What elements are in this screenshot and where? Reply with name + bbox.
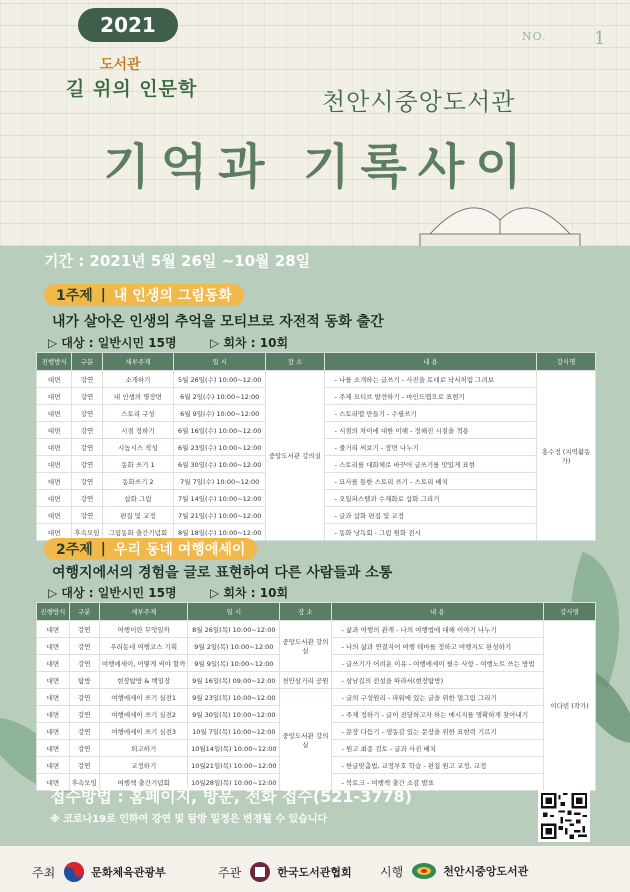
topic-cell: 시점 정하기 — [102, 422, 174, 439]
table-header-cell: 진행방식 — [37, 353, 72, 371]
week2-subtitle: 여행지에서의 경험을 글로 표현하여 다른 사람들과 소통 — [52, 565, 393, 581]
datetime-cell: 6월 2일(수) 10:00~12:00 — [174, 388, 266, 405]
topic-cell: 퇴고하기 — [99, 740, 188, 757]
type-cell: 강연 — [72, 388, 102, 405]
datetime-cell: 6월 23일(수) 10:00~12:00 — [174, 439, 266, 456]
table-row — [37, 689, 596, 706]
datetime-cell: 7월 7일(수) 10:00~12:00 — [174, 473, 266, 490]
week1-table — [36, 352, 596, 541]
table-header-cell: 일 시 — [188, 603, 280, 621]
executor-label: 시행 — [380, 864, 404, 879]
no-number: 1 — [594, 28, 606, 49]
organizer-sponsor — [218, 861, 352, 883]
content-cell: - 주제 정하기 - 글이 전달하고자 하는 메시지를 명확하게 찾아내기 — [331, 706, 544, 723]
type-cell: 강연 — [72, 490, 102, 507]
instructor-cell: 홍수정 (지역활동가) — [537, 371, 596, 541]
content-cell: - 나의 삶과 연결지어 여행 테마를 정하고 여행지도 완성하기 — [331, 638, 544, 655]
place-cell: 중앙도서관 강의실 — [280, 689, 331, 791]
type-cell: 강연 — [69, 740, 99, 757]
datetime-cell: 6월 9일(수) 10:00~12:00 — [174, 405, 266, 422]
content-cell: - 글쓰기가 어려운 이유 - 여행에세이 필수 사항 - 여행노트 쓰는 방법 — [331, 655, 544, 672]
main-title: 기억과 기록사이 — [103, 139, 533, 195]
method-cell: 대면 — [37, 490, 72, 507]
place-cell: 중앙도서관 강의실 — [266, 371, 325, 541]
type-cell: 강연 — [72, 439, 102, 456]
topic-cell: 내 인생의 명장면 — [102, 388, 174, 405]
content-cell: - 주제 모티브 발견하기 - 마인드맵으로 표현기 — [324, 388, 537, 405]
table-row — [37, 672, 596, 689]
method-cell: 대면 — [37, 655, 70, 672]
library-name: 천안시중앙도서관 — [322, 88, 516, 116]
week1-target: ▷ 대상 : 일반시민 15명 — [48, 336, 177, 350]
topic-cell: 여행에세이, 어떻게 써야 할까 — [99, 655, 188, 672]
method-cell: 대면 — [37, 740, 70, 757]
table-header-cell: 진행방식 — [37, 603, 70, 621]
method-cell: 대면 — [37, 774, 70, 791]
period-text: 기간 : 2021년 5월 26일 ~10월 28일 — [44, 252, 311, 270]
week2-label: 2주제 — [56, 542, 93, 558]
method-cell: 대면 — [37, 405, 72, 422]
datetime-cell: 9월 2일(목) 10:00~12:00 — [188, 638, 280, 655]
type-cell: 강연 — [72, 473, 102, 490]
table-header-row — [37, 353, 596, 371]
table-header-cell: 장 소 — [280, 603, 331, 621]
kla-logo-icon — [249, 861, 271, 883]
type-cell: 강연 — [72, 371, 102, 388]
datetime-cell: 10월21일(목) 10:00~12:00 — [188, 757, 280, 774]
apply-method: 접수방법 : 홈페이지, 방문, 전화 접수(521-3778) — [50, 787, 412, 806]
topic-cell: 시놉시스 작성 — [102, 439, 174, 456]
place-cell: 중앙도서관 강의실 — [280, 621, 331, 672]
organizer-label: 주관 — [218, 865, 242, 880]
type-cell: 강연 — [69, 621, 99, 638]
table-row — [37, 621, 596, 638]
table-header-cell: 내 용 — [331, 603, 544, 621]
table-header-cell: 강사명 — [544, 603, 596, 621]
topic-cell: 우리동네 여행코스 기획 — [99, 638, 188, 655]
datetime-cell: 6월 16일(수) 10:00~12:00 — [174, 422, 266, 439]
content-cell: - 글의 구성원리 - 파워에 있는 글을 위한 멀그림 그리기 — [331, 689, 544, 706]
method-cell: 대면 — [37, 757, 70, 774]
datetime-cell: 7월 14일(수) 10:00~12:00 — [174, 490, 266, 507]
topic-cell: 여행이란 무엇일까 — [99, 621, 188, 638]
method-cell: 대면 — [37, 706, 70, 723]
datetime-cell: 9월 16일(목) 09:00~12:00 — [188, 672, 280, 689]
instructor-cell: 이다빈 (작가) — [544, 621, 596, 791]
qr-code-icon[interactable] — [538, 790, 590, 842]
topic-cell: 동화쓰기 2 — [102, 473, 174, 490]
no-mark: NO. — [522, 30, 547, 43]
type-cell: 강연 — [72, 405, 102, 422]
datetime-cell: 9월 23일(목) 10:00~12:00 — [188, 689, 280, 706]
type-cell: 강연 — [72, 456, 102, 473]
footer — [0, 846, 630, 892]
table-header-cell: 세부주제 — [99, 603, 188, 621]
table-header-cell: 장 소 — [266, 353, 325, 371]
content-cell: - 묘사를 통한 스토리 쓰기 - 스토리 배치 — [324, 473, 537, 490]
content-cell: - 스토리를 대화체로 바꾸어 글쓰기를 맛있게 표현 — [324, 456, 537, 473]
table-header-cell: 구분 — [72, 353, 102, 371]
content-cell: - 문장 다듬기 - 생동감 있는 문장을 위한 표현력 기르기 — [331, 723, 544, 740]
table-header-cell: 강사명 — [537, 353, 596, 371]
type-cell: 강연 — [69, 723, 99, 740]
week1-label: 1주제 — [56, 288, 93, 304]
content-cell: - 나를 소개하는 글쓰기 - 사진을 토대로 낙서처럼 그려보 — [324, 371, 537, 388]
content-cell: - 오일파스텔과 수채화로 삽화 그리기 — [324, 490, 537, 507]
week2-sessions: ▷ 회차 : 10회 — [210, 586, 289, 600]
datetime-cell: 10월14일(목) 10:00~12:00 — [188, 740, 280, 757]
week2-topic: 우리 동네 여행에세이 — [113, 542, 246, 558]
place-cell: 천안삼거리 공원 — [280, 672, 331, 689]
table-header-cell: 일 시 — [174, 353, 266, 371]
table-header-cell: 세부주제 — [102, 353, 174, 371]
topic-cell: 스토리 구성 — [102, 405, 174, 422]
topic-cell: 여행에세이 쓰기 실전3 — [99, 723, 188, 740]
host-label: 주최 — [32, 865, 56, 880]
logo-top-text: 도서관 — [100, 57, 141, 73]
type-cell: 강연 — [69, 706, 99, 723]
topic-cell: 현장탐방 & 백일장 — [99, 672, 188, 689]
type-cell: 후속모임 — [69, 774, 99, 791]
topic-cell: 교정하기 — [99, 757, 188, 774]
content-cell: - 동화 낭독회 - 그림 원화 전시 — [324, 524, 537, 541]
organizer-org: 한국도서관협회 — [277, 866, 352, 879]
datetime-cell: 9월 30일(목) 10:00~12:00 — [188, 706, 280, 723]
method-cell: 대면 — [37, 371, 72, 388]
method-cell: 대면 — [37, 388, 72, 405]
type-cell: 강연 — [72, 422, 102, 439]
method-cell: 대면 — [37, 638, 70, 655]
week1-topic: 내 인생의 그림동화 — [113, 288, 232, 304]
covid-notice: ※ 코로나19로 인하여 강연 및 탐방 일정은 변경될 수 있습니다 — [50, 814, 328, 825]
datetime-cell: 9월 9일(목) 10:00~12:00 — [188, 655, 280, 672]
datetime-cell: 10월 7일(목) 10:00~12:00 — [188, 723, 280, 740]
content-cell: - 삶과 여행의 관계 - 나의 여행법에 대해 이야기 나누기 — [331, 621, 544, 638]
datetime-cell: 8월 18일(수) 10:00~12:00 — [174, 524, 266, 541]
table-row — [37, 371, 596, 388]
method-cell: 대면 — [37, 689, 70, 706]
logo-main-text: 길 위의 인문학 — [66, 78, 198, 100]
executor-sponsor — [380, 861, 528, 881]
method-cell: 대면 — [37, 672, 70, 689]
week1-tag — [44, 284, 244, 306]
method-cell: 대면 — [37, 456, 72, 473]
method-cell: 대면 — [37, 422, 72, 439]
method-cell: 대면 — [37, 621, 70, 638]
topic-cell: 여행책 출간기념회 — [99, 774, 188, 791]
content-cell: - 원고 최종 검토 - 글과 사진 배치 — [331, 740, 544, 757]
content-cell: - 북토크 - 여행책 출간 소감 발표 — [331, 774, 544, 791]
datetime-cell: 6월 30일(수) 10:00~12:00 — [174, 456, 266, 473]
type-cell: 탐방 — [69, 672, 99, 689]
executor-org: 천안시중앙도서관 — [443, 865, 529, 878]
host-org: 문화체육관광부 — [91, 866, 166, 879]
topic-cell: 여행에세이 쓰기 실전1 — [99, 689, 188, 706]
datetime-cell: 8월 26일(목) 10:00~12:00 — [188, 621, 280, 638]
table-header-row — [37, 603, 596, 621]
method-cell: 대면 — [37, 439, 72, 456]
type-cell: 후속모임 — [72, 524, 102, 541]
type-cell: 강연 — [69, 757, 99, 774]
content-cell: - 스토리맵 만들기 - 수필쓰기 — [324, 405, 537, 422]
type-cell: 강연 — [69, 689, 99, 706]
table-header-cell: 구분 — [69, 603, 99, 621]
content-cell: - 시점의 차이에 대한 이해 - 정해진 시점을 적용 — [324, 422, 537, 439]
topic-cell: 편집 및 교정 — [102, 507, 174, 524]
content-cell: - 한글맞춤법, 교정부호 학습 - 편집 원고 교정, 교정 — [331, 757, 544, 774]
type-cell: 강연 — [69, 638, 99, 655]
method-cell: 대면 — [37, 507, 72, 524]
table-header-cell: 내 용 — [324, 353, 537, 371]
week2-target: ▷ 대상 : 일반시민 15명 — [48, 586, 177, 600]
cheonan-logo-icon — [411, 861, 437, 881]
host-sponsor — [32, 861, 166, 883]
content-cell: - 삼남길의 전설을 따라서(현장탐방) — [331, 672, 544, 689]
method-cell: 대면 — [37, 473, 72, 490]
week2-table — [36, 602, 596, 791]
topic-cell: 삽화 그림 — [102, 490, 174, 507]
year-badge: 2021 — [78, 8, 178, 42]
divider: | — [100, 287, 106, 303]
content-cell: - 글과 삽화 편집 및 교정 — [324, 507, 537, 524]
week1-sessions: ▷ 회차 : 10회 — [210, 336, 289, 350]
week2-tag — [44, 538, 257, 560]
method-cell: 대면 — [37, 723, 70, 740]
content-cell: - 줄거리 써보기 - 장면 나누기 — [324, 439, 537, 456]
method-cell: 대면 — [37, 524, 72, 541]
topic-cell: 여행에세이 쓰기 실전2 — [99, 706, 188, 723]
topic-cell: 그림동화 출간기념회 — [102, 524, 174, 541]
week1-subtitle: 내가 살아온 인생의 추억을 모티브로 자전적 동화 출간 — [52, 314, 384, 330]
datetime-cell: 5월 26일(수) 10:00~12:00 — [174, 371, 266, 388]
type-cell: 강연 — [72, 507, 102, 524]
datetime-cell: 10월28일(목) 10:00~12:00 — [188, 774, 280, 791]
topic-cell: 동화 쓰기 1 — [102, 456, 174, 473]
datetime-cell: 7월 21일(수) 10:00~12:00 — [174, 507, 266, 524]
taegeuk-logo-icon — [63, 861, 85, 883]
divider: | — [100, 541, 106, 557]
topic-cell: 소개하기 — [102, 371, 174, 388]
type-cell: 강연 — [69, 655, 99, 672]
